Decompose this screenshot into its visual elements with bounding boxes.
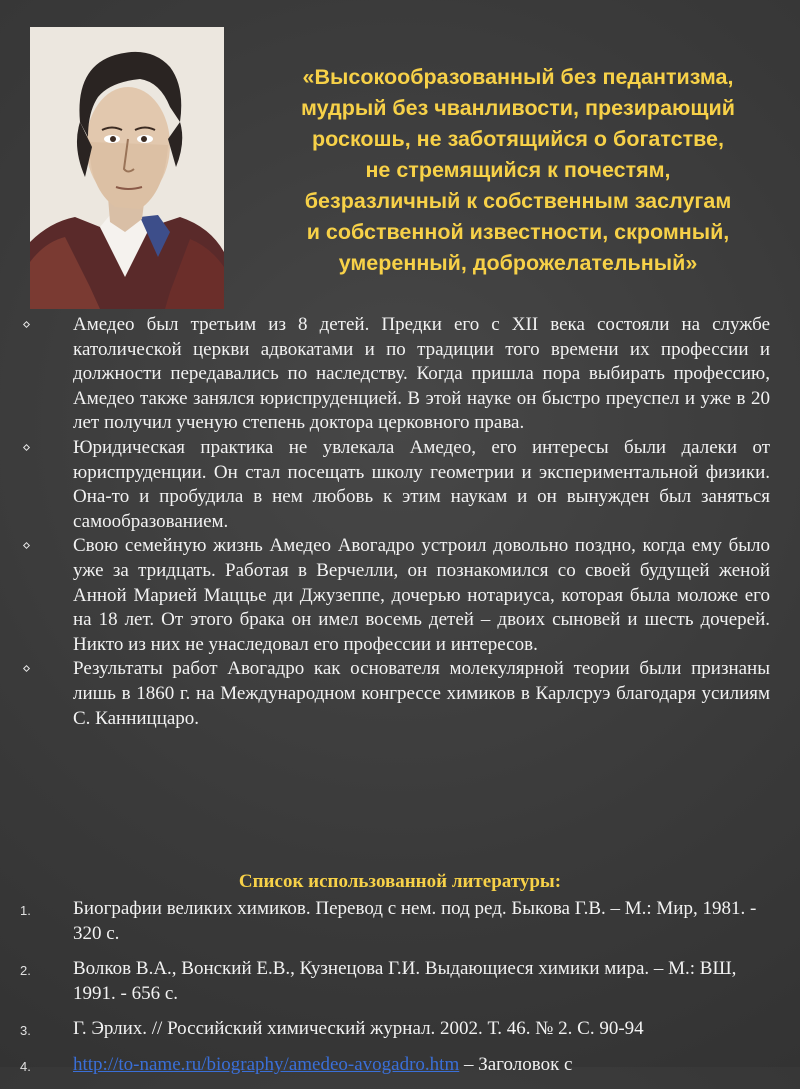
- diamond-bullet-icon: [23, 665, 30, 672]
- diamond-bullet-icon: [23, 542, 30, 549]
- diamond-bullet-icon: [23, 321, 30, 328]
- quote-line: и собственной известности, скромный,: [306, 220, 730, 244]
- biography-text: Результаты работ Авогадро как основателя молекулярной теории были признаны лишь в 1860 г. на Международном конгрессе химиков в Карлсруэ благодаря усилиям С. Канниццаро.: [73, 658, 770, 729]
- biography-list: [0, 313, 800, 731]
- biography-text: Свою семейную жизнь Амедео Авогадро устроил довольно поздно, когда ему было уже за тридцать. Работая в Верчелли, он познакомился со своей будущей женой Анной Марией Маццье ди Джузеппе, дочерью нотариуса, которая была моложе его на 18 лет. От этого брака он имел восемь детей – двоих сыновей и шесть дочерей. Никто из них не унаследовал его профессии и интересов.: [73, 535, 770, 655]
- biography-item: [0, 657, 800, 731]
- portrait-of-avogadro: [30, 27, 224, 309]
- reference-link[interactable]: http://to-name.ru/biography/amedeo-avogadro.htm: [73, 1053, 460, 1075]
- biography-text: Юридическая практика не увлекала Амедео, его интересы были далеки от юриспруденции. Он стал посещать школу геометрии и экспериментальной физики. Она-то и пробудила в нем любовь к этим наукам и он вынужден был заняться самообразованием.: [73, 436, 770, 532]
- quote-line: не стремящийся к почестям,: [365, 158, 671, 182]
- biography-item: [0, 313, 800, 436]
- biography-item: [0, 534, 800, 657]
- reference-text: Биографии великих химиков. Перевод с нем. под ред. Быкова Г.В. – М.: Мир, 1981. - 320 с.: [73, 898, 757, 944]
- reference-text: Волков В.А., Вонский Е.В., Кузнецова Г.И. Выдающиеся химики мира. – М.: ВШ, 1991. - 656 с.: [73, 958, 737, 1004]
- reference-number: 3.: [20, 1023, 31, 1039]
- portrait-image: [30, 27, 224, 309]
- quote-line: мудрый без чванливости, презирающий: [301, 96, 735, 120]
- quote-block: [240, 62, 796, 279]
- reference-number: 1.: [20, 903, 31, 918]
- reference-number: 2.: [20, 963, 31, 979]
- reference-item: [0, 1053, 800, 1078]
- reference-item: [0, 1017, 800, 1042]
- reference-item: [0, 897, 800, 946]
- quote-line: «Высокообразованный без педантизма,: [302, 65, 734, 89]
- diamond-bullet-icon: [23, 444, 30, 451]
- quote-line: роскошь, не заботящийся о богатстве,: [312, 127, 724, 151]
- reference-number: 4.: [20, 1058, 31, 1074]
- reference-text: – Заголовок с: [459, 1053, 573, 1075]
- reference-item: [0, 957, 800, 1006]
- references-heading: Список использованной литературы:: [238, 871, 562, 892]
- quote-line: безразличный к собственным заслугам: [304, 189, 732, 213]
- references-list: [0, 897, 800, 1089]
- biography-text: Амедео был третьим из 8 детей. Предки его с XII века состояли на службе католической церкви адвокатами и по традиции того времени их профессии и должности передавались по наследству. Когда пришла пора выбирать профессию, Амедео также занялся юриспруденцией. В этой науке он быстро преуспел и уже в 20 лет получил ученую степень доктора церковного права.: [73, 314, 770, 434]
- reference-text: Г. Эрлих. // Российский химический журнал. 2002. Т. 46. № 2. С. 90-94: [73, 1018, 644, 1040]
- quote-line: умеренный, доброжелательный»: [338, 251, 698, 275]
- biography-item: [0, 436, 800, 534]
